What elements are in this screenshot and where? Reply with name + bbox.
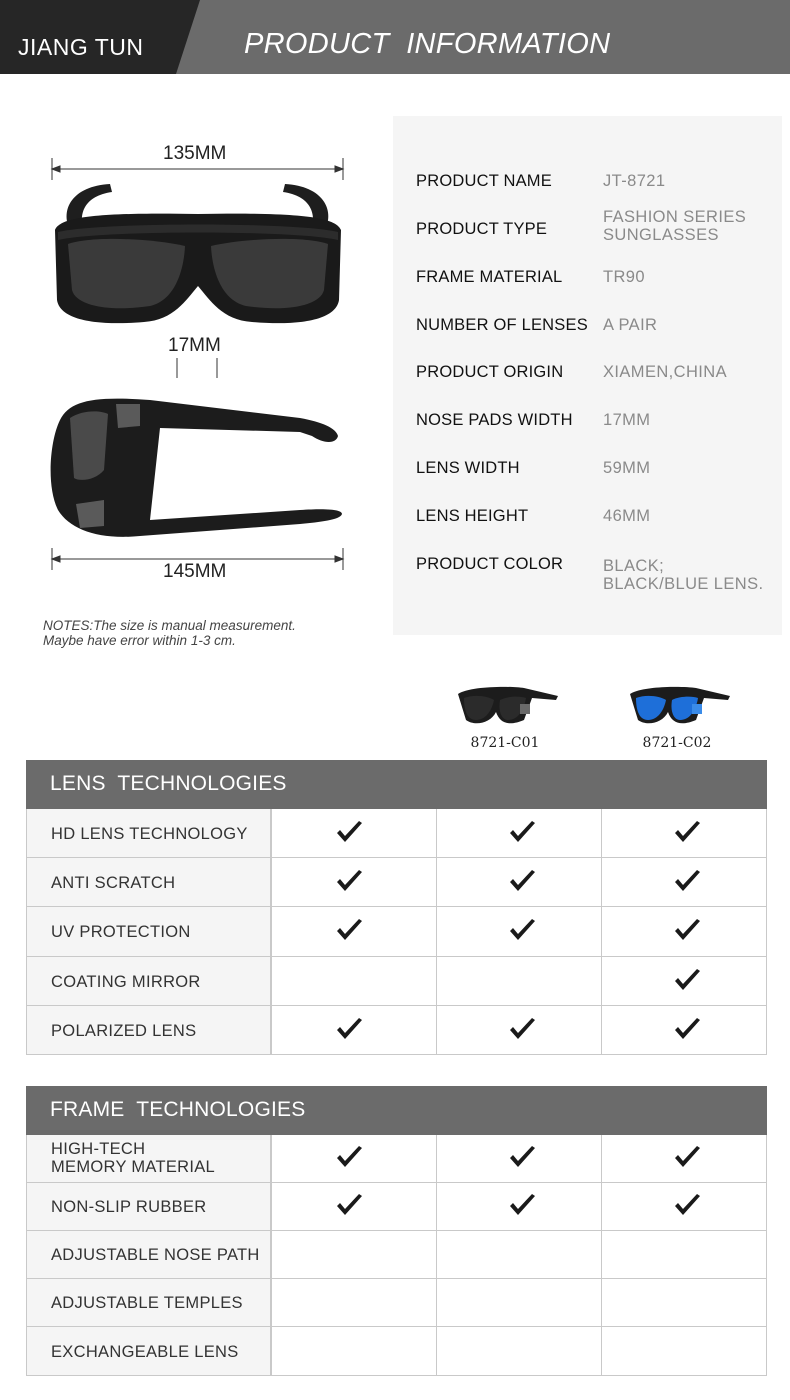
info-label: LENS WIDTH <box>416 459 520 477</box>
table-title: LENS TECHNOLOGIES <box>50 772 287 795</box>
check-cell <box>272 907 437 956</box>
row-label: EXCHANGEABLE LENS <box>51 1342 239 1361</box>
check-cell <box>437 1279 602 1326</box>
row-label: ANTI SCRATCH <box>51 873 176 892</box>
check-cell <box>272 1183 437 1230</box>
info-value: TR90 <box>603 268 645 286</box>
table-row <box>26 1327 767 1376</box>
row-label-cell <box>26 957 272 1005</box>
row-label: UV PROTECTION <box>51 923 191 941</box>
row-label-cell <box>26 907 272 956</box>
info-value-line2: SUNGLASSES <box>603 226 719 244</box>
row-label-cell <box>26 1006 272 1054</box>
checkmark-icon <box>335 820 363 844</box>
info-label: NUMBER OF LENSES <box>416 316 588 334</box>
info-label: FRAME MATERIAL <box>416 268 563 286</box>
table-row <box>26 957 767 1006</box>
row-label-cell <box>26 1327 272 1375</box>
check-cell <box>272 1231 437 1278</box>
lens-technologies-header <box>26 760 767 809</box>
row-label-cell <box>26 809 272 857</box>
variant-c01 <box>440 680 570 760</box>
info-value: FASHION SERIES <box>603 208 747 226</box>
brand-name: JIANG TUN <box>18 34 144 60</box>
check-cell <box>602 1327 767 1375</box>
product-info-panel <box>393 116 782 635</box>
notes-line: Maybe have error within 1-3 cm. <box>43 633 236 648</box>
check-cell <box>602 1006 767 1054</box>
row-label: NON-SLIP RUBBER <box>51 1198 207 1216</box>
lens-technologies-table <box>26 760 767 1055</box>
checkmark-icon <box>673 869 701 893</box>
table-row <box>26 907 767 957</box>
checkmark-icon <box>508 918 536 942</box>
notes-line: NOTES:The size is manual measurement. <box>43 618 296 633</box>
check-cell <box>272 1327 437 1375</box>
row-label: POLARIZED LENS <box>51 1021 197 1040</box>
row-label: ADJUSTABLE NOSE PATH <box>51 1246 260 1264</box>
info-label: PRODUCT NAME <box>416 172 552 190</box>
sunglasses-c02-image <box>612 680 742 730</box>
check-cell <box>272 1006 437 1054</box>
check-cell <box>437 1327 602 1375</box>
info-value: JT-8721 <box>603 172 666 190</box>
checkmark-icon <box>673 918 701 942</box>
bridge-dimension-label: 17MM <box>168 335 221 356</box>
checkmark-icon <box>508 1193 536 1217</box>
check-cell <box>272 1279 437 1326</box>
check-cell <box>602 907 767 956</box>
checkmark-icon <box>508 1017 536 1041</box>
info-label: NOSE PADS WIDTH <box>416 411 573 429</box>
info-label: PRODUCT ORIGIN <box>416 363 564 381</box>
checkmark-icon <box>673 1145 701 1169</box>
check-cell <box>272 809 437 857</box>
sunglasses-side-image <box>51 399 342 537</box>
row-label-cell <box>26 1231 272 1278</box>
frame-technologies-header <box>26 1086 767 1135</box>
checkmark-icon <box>508 869 536 893</box>
table-row <box>26 1231 767 1279</box>
bridge-dimension-marks <box>177 358 217 378</box>
row-label-cell <box>26 1183 272 1230</box>
table-row <box>26 858 767 907</box>
info-value: XIAMEN,CHINA <box>603 363 727 381</box>
row-label-cell <box>26 858 272 906</box>
row-label: HIGH-TECH <box>51 1140 146 1158</box>
sunglasses-front-image <box>55 184 341 323</box>
info-label: LENS HEIGHT <box>416 507 529 525</box>
row-label: COATING MIRROR <box>51 972 201 991</box>
check-cell <box>437 1183 602 1230</box>
info-value-line2: BLACK/BLUE LENS. <box>603 575 764 593</box>
table-row <box>26 1279 767 1327</box>
info-label: PRODUCT TYPE <box>416 220 548 238</box>
row-label-cell <box>26 1135 272 1182</box>
table-title: FRAME TECHNOLOGIES <box>50 1098 306 1121</box>
checkmark-icon <box>335 1193 363 1217</box>
table-row <box>26 1183 767 1231</box>
checkmark-icon <box>335 1145 363 1169</box>
table-row <box>26 1006 767 1055</box>
frame-technologies-table <box>26 1086 767 1378</box>
check-cell <box>437 809 602 857</box>
table-row <box>26 809 767 858</box>
check-cell <box>272 858 437 906</box>
checkmark-icon <box>335 869 363 893</box>
check-cell <box>602 858 767 906</box>
checkmark-icon <box>508 820 536 844</box>
info-value: BLACK; <box>603 557 665 575</box>
row-label: HD LENS TECHNOLOGY <box>51 824 248 843</box>
check-cell <box>437 907 602 956</box>
check-cell <box>437 858 602 906</box>
width-dimension-label: 135MM <box>163 143 227 164</box>
sunglasses-c01-image <box>440 680 570 730</box>
info-value: 17MM <box>603 411 651 429</box>
checkmark-icon <box>673 820 701 844</box>
info-value: A PAIR <box>603 316 658 334</box>
variant-code: 8721-C02 <box>642 735 712 751</box>
variant-c02 <box>612 680 742 760</box>
row-label: ADJUSTABLE TEMPLES <box>51 1294 243 1312</box>
checkmark-icon <box>673 1193 701 1217</box>
checkmark-icon <box>673 1017 701 1041</box>
check-cell <box>602 809 767 857</box>
check-cell <box>437 1135 602 1182</box>
check-cell <box>602 1183 767 1230</box>
length-dimension-label: 145MM <box>163 561 227 582</box>
check-cell <box>437 957 602 1005</box>
check-cell <box>437 1006 602 1054</box>
table-row <box>26 1135 767 1183</box>
variant-code: 8721-C01 <box>470 735 540 751</box>
row-label-line2: MEMORY MATERIAL <box>51 1158 216 1176</box>
check-cell <box>602 1279 767 1326</box>
check-cell <box>602 957 767 1005</box>
page-title: PRODUCT INFORMATION <box>244 28 611 60</box>
check-cell <box>437 1231 602 1278</box>
info-value: 59MM <box>603 459 651 477</box>
measurement-notes <box>43 618 296 648</box>
check-cell <box>272 1135 437 1182</box>
checkmark-icon <box>673 968 701 992</box>
check-cell <box>602 1135 767 1182</box>
checkmark-icon <box>335 918 363 942</box>
check-cell <box>272 957 437 1005</box>
row-label-cell <box>26 1279 272 1326</box>
info-value: 46MM <box>603 507 651 525</box>
checkmark-icon <box>508 1145 536 1169</box>
check-cell <box>602 1231 767 1278</box>
info-label: PRODUCT COLOR <box>416 555 564 573</box>
checkmark-icon <box>335 1017 363 1041</box>
